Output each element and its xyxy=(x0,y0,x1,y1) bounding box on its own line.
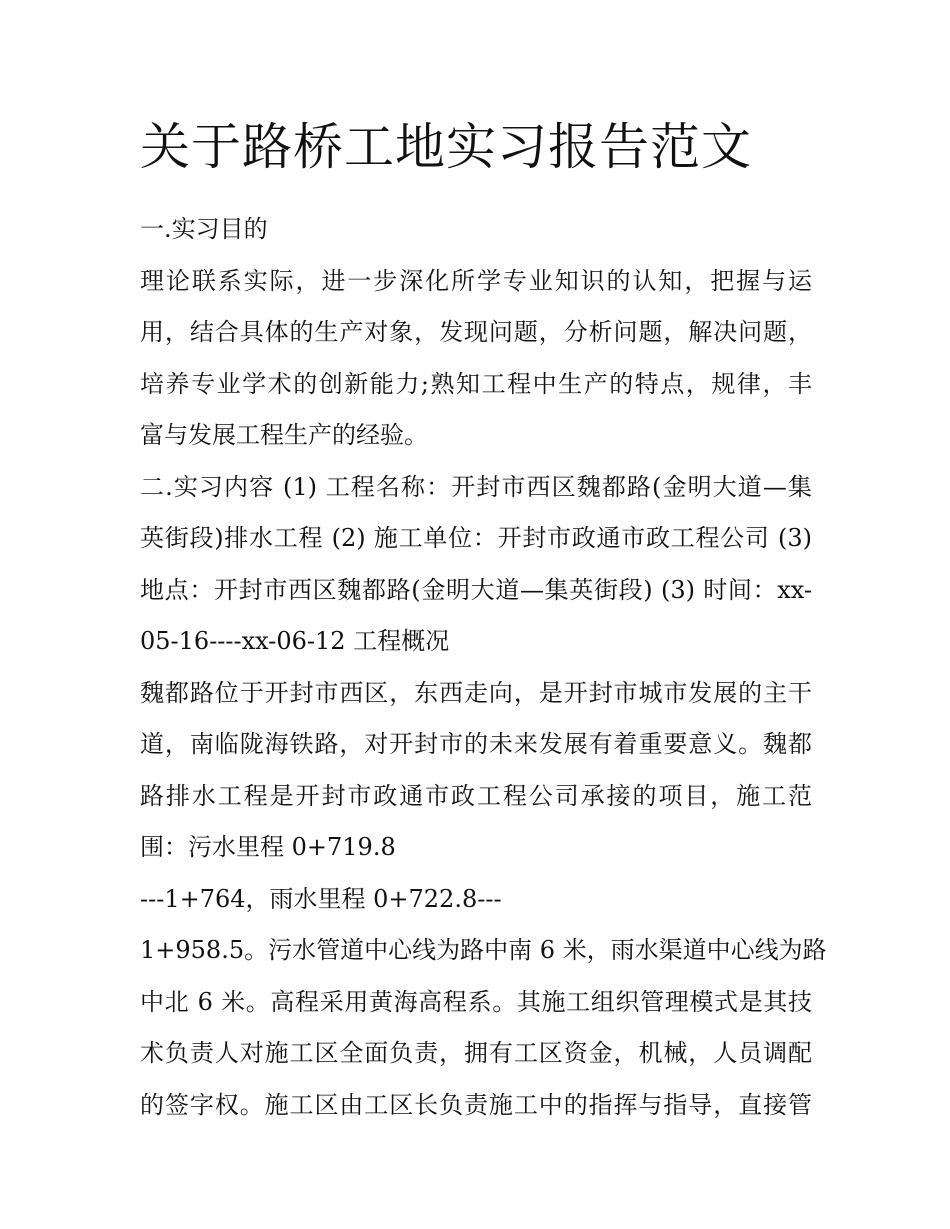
paragraph-line: 路排水工程是开封市政通市政工程公司承接的项目，施工范 xyxy=(140,781,812,810)
paragraph-line: 理论联系实际，进一步深化所学专业知识的认知，把握与运 xyxy=(140,266,812,295)
paragraph-line: 用，结合具体的生产对象，发现问题，分析问题，解决问题， xyxy=(140,318,812,346)
paragraph-line: 魏都路位于开封市西区，东西走向，是开封市城市发展的主干 xyxy=(140,678,812,707)
paragraph-line: 中北 6 米。高程采用黄海高程系。其施工组织管理模式是其技 xyxy=(140,987,812,1016)
paragraph-line: 培养专业学术的创新能力;熟知工程中生产的特点，规律，丰 xyxy=(140,369,812,398)
paragraph-line: 05-16----xx-06-12 工程概况 xyxy=(140,627,450,655)
document-body xyxy=(140,112,827,1131)
paragraph-line: 的签字权。施工区由工区长负责施工中的指挥与指导，直接管 xyxy=(140,1090,812,1119)
section-heading-purpose: 一.实习目的 xyxy=(140,215,268,243)
paragraph-line: 围：污水里程 0+719.8 xyxy=(140,833,396,861)
paragraph-line: 道，南临陇海铁路，对开封市的未来发展有着重要意义。魏都 xyxy=(140,730,812,758)
paragraph-line: 术负责人对施工区全面负责，拥有工区资金，机械，人员调配 xyxy=(140,1039,812,1067)
document-title: 关于路桥工地实习报告范文 xyxy=(140,118,752,176)
paragraph-line: 富与发展工程生产的经验。 xyxy=(140,421,428,449)
paragraph-line: 1+958.5。污水管道中心线为路中南 6 米，雨水渠道中心线为路 xyxy=(140,936,827,964)
paragraph-line: 英街段)排水工程 (2) 施工单位：开封市政通市政工程公司 (3) xyxy=(140,524,812,552)
section-heading-content: 二.实习内容 (1) 工程名称：开封市西区魏都路(金明大道—集 xyxy=(140,472,812,501)
paragraph-line: 地点：开封市西区魏都路(金明大道—集英街段) (3) 时间：xx- xyxy=(140,575,812,604)
paragraph-line: ---1+764，雨水里程 0+722.8--- xyxy=(140,884,502,913)
